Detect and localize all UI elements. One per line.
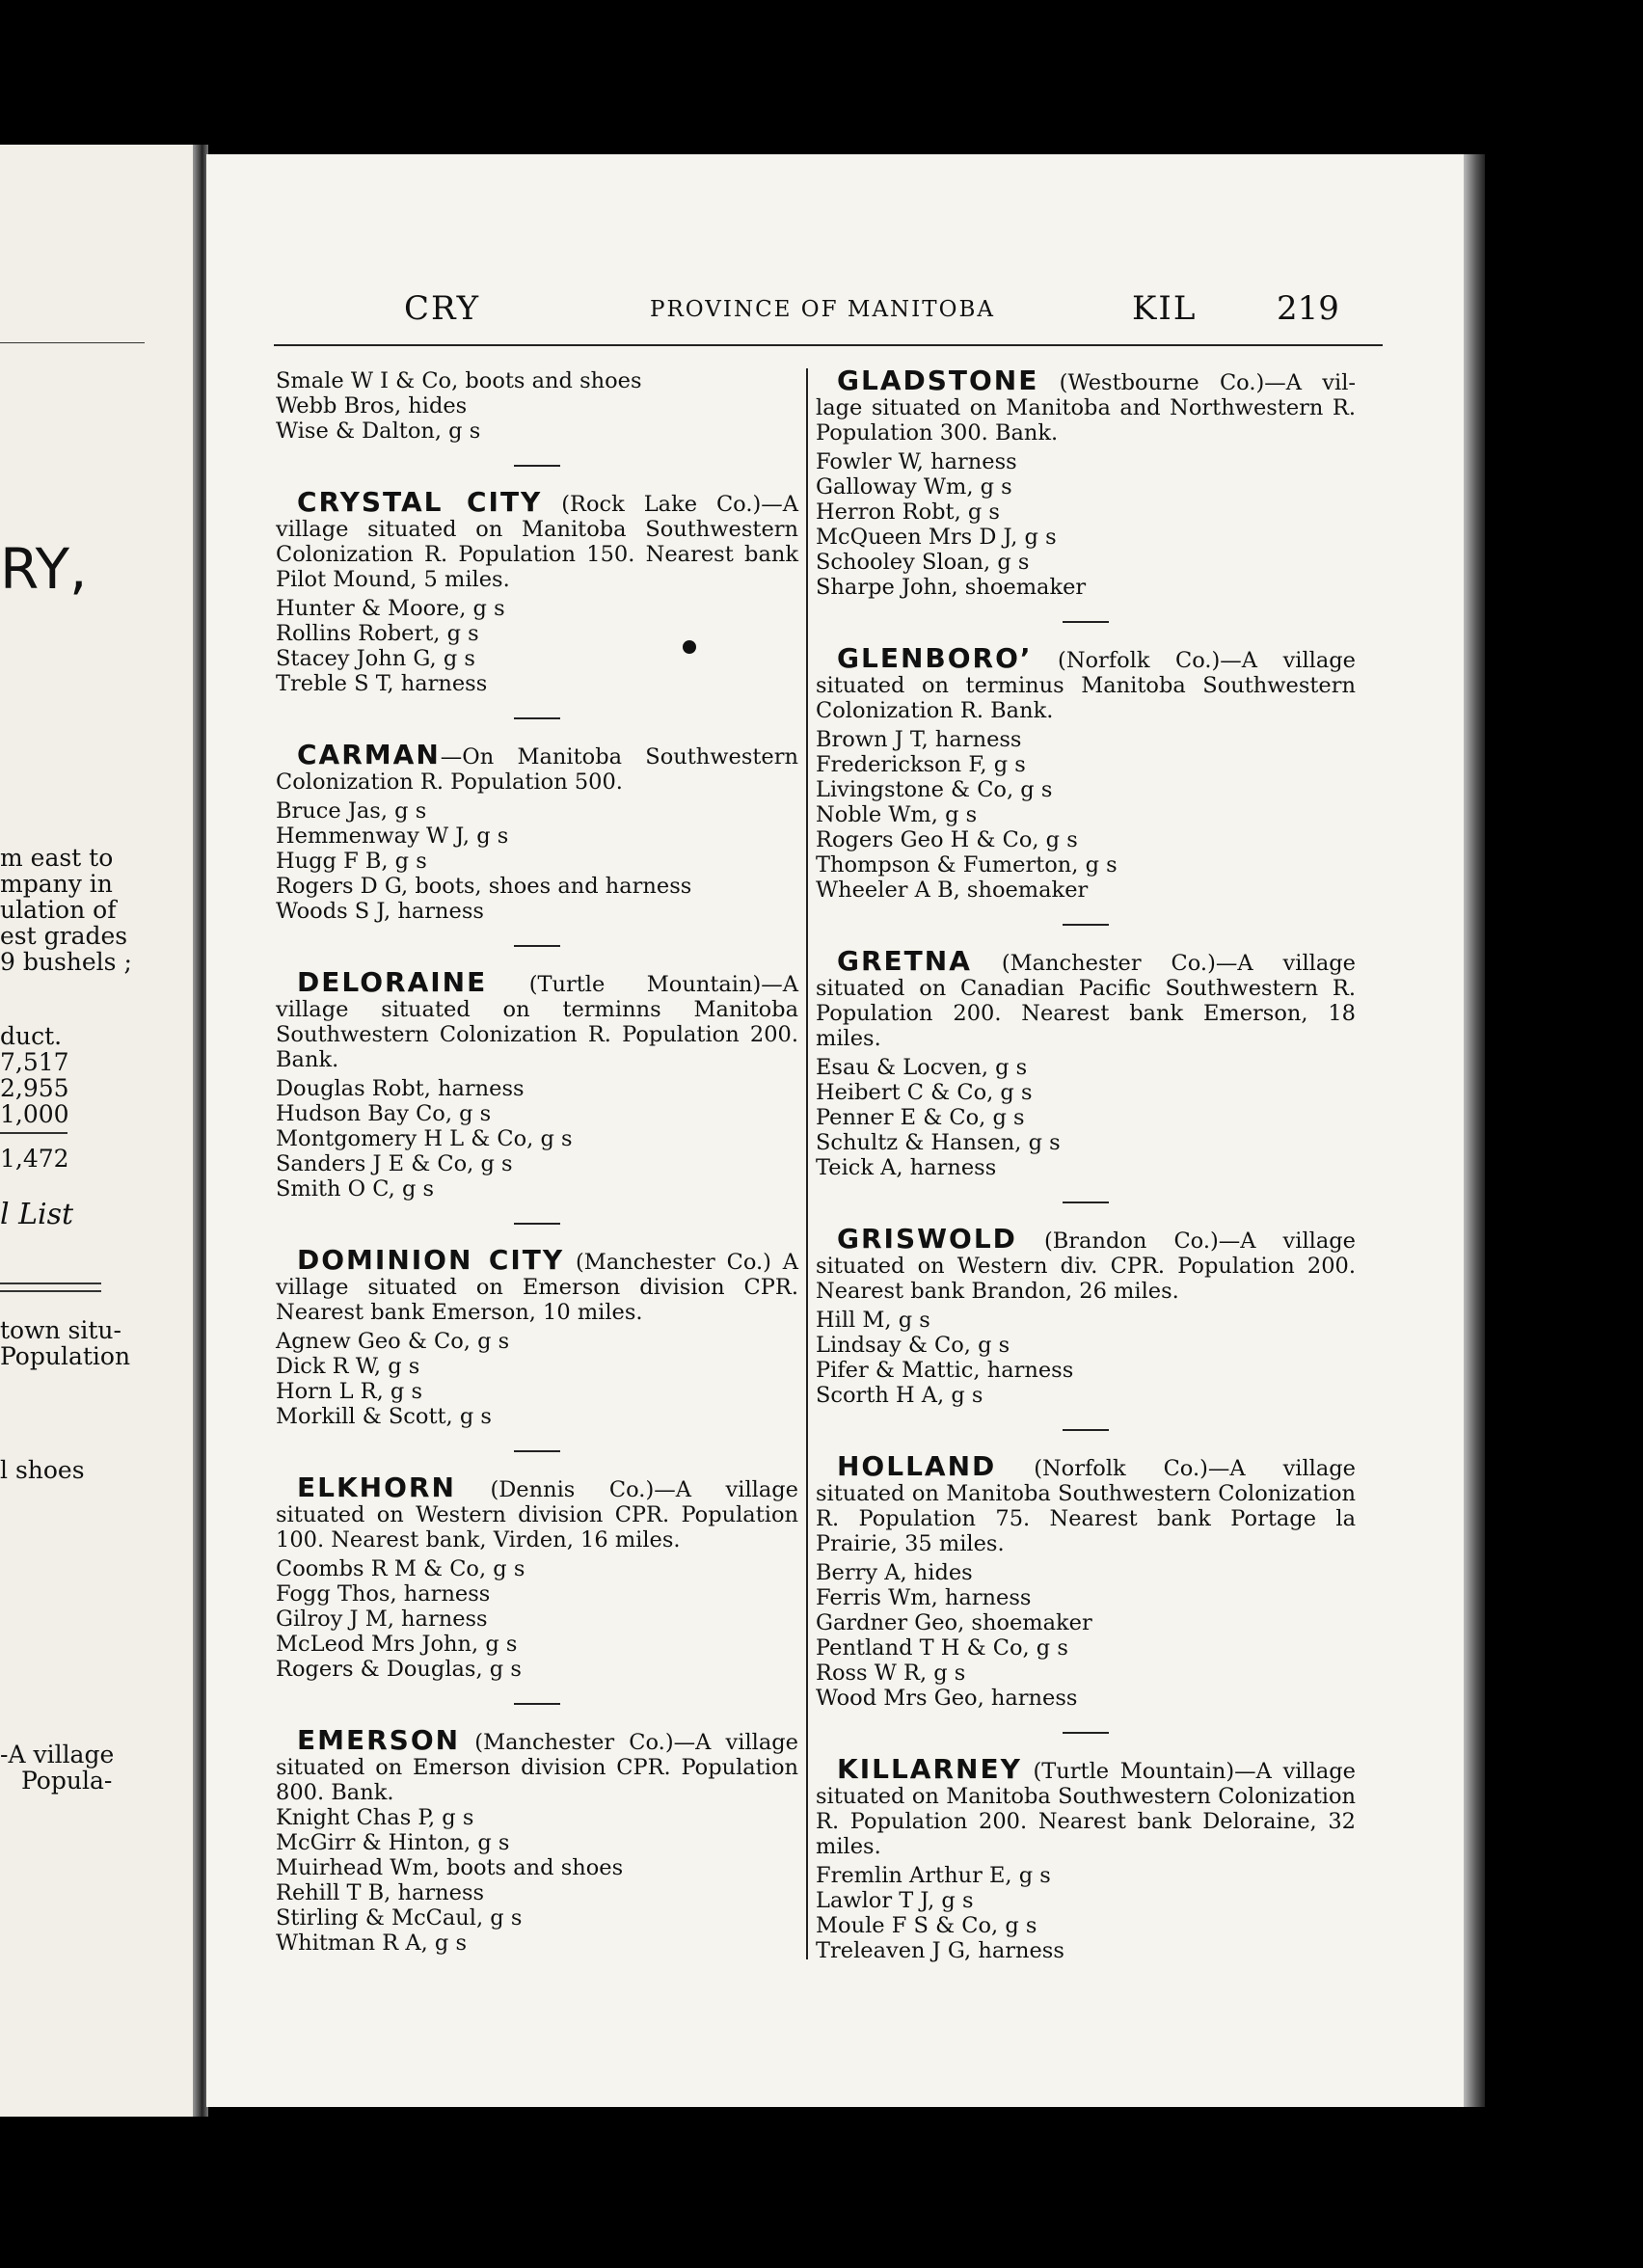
- town-description: lage situated on Manitoba and Northwestern R. Population 300. Bank.: [816, 395, 1356, 446]
- listing: Agnew Geo & Co, g s: [276, 1329, 510, 1354]
- town-lead: (Rock Lake Co.)—A: [542, 492, 799, 517]
- listing: Webb Bros, hides: [276, 393, 468, 418]
- entry-separator: [1063, 1429, 1109, 1431]
- listing: Schooley Sloan, g s: [816, 550, 1030, 575]
- town-name: GLADSTONE: [837, 364, 1039, 396]
- listing: Herron Robt, g s: [816, 500, 1000, 525]
- listing: Dick R W, g s: [276, 1354, 420, 1379]
- left-page-rule: [0, 1132, 67, 1134]
- left-page-fragment: ulation of: [0, 896, 117, 924]
- left-page-header-rule: [0, 342, 145, 343]
- listing: Wheeler A B, shoemaker: [816, 878, 1089, 903]
- left-facing-page: [0, 145, 202, 2117]
- listing: Horn L R, g s: [276, 1379, 423, 1404]
- listing: Treleaven J G, harness: [816, 1938, 1064, 1963]
- town-lead: (Brandon Co.)—A village: [1016, 1228, 1356, 1254]
- town-entry-emerson: [276, 1724, 798, 1956]
- town-name: DOMINION CITY: [297, 1244, 565, 1276]
- business-listings: [816, 1863, 1356, 1963]
- town-lead: (Norfolk Co.)—A village: [1032, 648, 1356, 673]
- listing: Sanders J E & Co, g s: [276, 1151, 513, 1176]
- left-page-rule: [0, 1282, 101, 1284]
- town-entry-gretna: [816, 945, 1356, 1180]
- listing: Gilroy J M, harness: [276, 1606, 488, 1632]
- business-listings: [276, 1556, 798, 1682]
- town-entry-crystal-city: [276, 486, 799, 696]
- listing: Thompson & Fumerton, g s: [816, 852, 1118, 878]
- entry-separator: [1063, 621, 1109, 623]
- listing: Sharpe John, shoemaker: [816, 575, 1087, 600]
- business-listings: [276, 596, 798, 696]
- listing: Rogers Geo H & Co, g s: [816, 827, 1078, 852]
- entry-separator: [514, 717, 560, 719]
- listing: Wise & Dalton, g s: [276, 418, 481, 444]
- listing: Montgomery H L & Co, g s: [276, 1126, 573, 1151]
- listing: Berry A, hides: [816, 1560, 973, 1585]
- town-lead: (Turtle Mountain)—A: [1021, 1759, 1272, 1784]
- town-name: ELKHORN: [297, 1472, 456, 1503]
- listing: Woods S J, harness: [276, 899, 484, 924]
- town-description: situated on Manitoba Southwestern Colonization R. Population 75. Nearest bank Portage la Prairie, 35 miles.: [816, 1481, 1356, 1556]
- listing: Moule F S & Co, g s: [816, 1913, 1037, 1938]
- listing: Pentland T H & Co, g s: [816, 1635, 1068, 1660]
- listing: Douglas Robt, harness: [276, 1076, 525, 1101]
- listing: Whitman R A, g s: [276, 1930, 467, 1956]
- town-lead: (Westbourne Co.)—A vil-: [1038, 370, 1356, 395]
- left-page-fragment: Popula-: [21, 1767, 113, 1795]
- town-name: GRETNA: [837, 945, 972, 977]
- left-page-fragment: duct.: [0, 1022, 63, 1050]
- left-page-fragment: Population: [0, 1342, 131, 1370]
- town-lead: (Dennis Co.)—A village: [455, 1477, 798, 1502]
- listing: Rollins Robert, g s: [276, 621, 479, 646]
- left-page-fragment: -A village: [0, 1741, 115, 1768]
- town-description: situated on Emerson division CPR. Population 800. Bank.: [276, 1755, 798, 1805]
- listing: Knight Chas P, g s: [276, 1805, 474, 1830]
- town-entry-holland: [816, 1450, 1356, 1711]
- listing: Hugg F B, g s: [276, 849, 427, 874]
- listing: Fogg Thos, harness: [276, 1581, 491, 1606]
- running-title: PROVINCE OF MANITOBA: [650, 297, 995, 322]
- listing: Penner E & Co, g s: [816, 1105, 1025, 1130]
- left-page-fragment: RY,: [0, 536, 88, 602]
- listing: Pifer & Mattic, harness: [816, 1358, 1074, 1383]
- business-listings: [816, 1308, 1356, 1408]
- listing: Lawlor T J, g s: [816, 1888, 974, 1913]
- directory-page: [206, 154, 1468, 2107]
- listing: Wood Mrs Geo, harness: [816, 1686, 1078, 1711]
- listing: Schultz & Hansen, g s: [816, 1130, 1061, 1155]
- listing: Ross W R, g s: [816, 1660, 966, 1686]
- listing: Heibert C & Co, g s: [816, 1080, 1033, 1105]
- listing: Smith O C, g s: [276, 1176, 435, 1202]
- town-lead: —On Manitoba Southwestern: [440, 744, 798, 770]
- entry-separator: [514, 945, 560, 947]
- listing: Stirling & McCaul, g s: [276, 1905, 523, 1930]
- town-entry-griswold: [816, 1223, 1356, 1408]
- business-listings: [276, 1329, 798, 1429]
- town-name: HOLLAND: [837, 1450, 997, 1482]
- listing: Rehill T B, harness: [276, 1880, 485, 1905]
- listing: Teick A, harness: [816, 1155, 997, 1180]
- town-name: GLENBORO’: [837, 642, 1033, 674]
- carryover-listings: [276, 368, 798, 444]
- town-description: situated on Western division CPR. Population 100. Nearest bank, Virden, 16 miles.: [276, 1502, 798, 1552]
- business-listings: [276, 1805, 798, 1956]
- business-listings: [816, 1560, 1356, 1711]
- town-entry-gladstone: [816, 364, 1356, 600]
- listing: Scorth H A, g s: [816, 1383, 983, 1408]
- town-entry-killarney: [816, 1753, 1356, 1963]
- town-lead: (Manchester Co.)—A village: [460, 1730, 798, 1755]
- town-lead: (Norfolk Co.)—A village: [996, 1456, 1356, 1481]
- town-description: A village situated on Emerson division CPR. Nearest bank Emerson, 10 miles.: [276, 1250, 798, 1325]
- listing: Muirhead Wm, boots and shoes: [276, 1855, 624, 1880]
- town-name: CRYSTAL CITY: [297, 486, 543, 518]
- town-description: village situated on terminns Manitoba Southwestern Colonization R. Population 200. Bank.: [276, 997, 798, 1072]
- listing: Rogers & Douglas, g s: [276, 1657, 522, 1682]
- listing: Ferris Wm, harness: [816, 1585, 1032, 1610]
- guide-word-left: CRY: [404, 289, 481, 328]
- listing: Treble S T, harness: [276, 671, 488, 696]
- town-description: situated on terminus Manitoba Southwestern Colonization R. Bank.: [816, 673, 1356, 723]
- header-rule: [274, 344, 1383, 346]
- town-description: Colonization R. Population 500.: [276, 770, 623, 795]
- listing: Rogers D G, boots, shoes and harness: [276, 874, 692, 899]
- business-listings: [816, 1055, 1356, 1180]
- page-edge: [1464, 154, 1485, 2107]
- town-description: village situated on Manitoba Southwestern Colonization R. Population 200. Nearest bank Deloraine, 32 miles.: [816, 1759, 1356, 1859]
- entry-separator: [1063, 1732, 1109, 1734]
- listing: McGirr & Hinton, g s: [276, 1830, 510, 1855]
- listing: McQueen Mrs D J, g s: [816, 525, 1057, 550]
- town-name: GRISWOLD: [837, 1223, 1017, 1255]
- town-name: EMERSON: [297, 1724, 461, 1756]
- town-name: CARMAN: [297, 739, 441, 770]
- listing: Lindsay & Co, g s: [816, 1333, 1010, 1358]
- listing: Frederickson F, g s: [816, 752, 1026, 777]
- entry-separator: [1063, 924, 1109, 926]
- listing: Fowler W, harness: [816, 449, 1017, 474]
- listing: Stacey John G, g s: [276, 646, 475, 671]
- town-entry-deloraine: [276, 966, 798, 1202]
- town-description: village situated on Manitoba Southwestern Colonization R. Population 150. Nearest bank Pilot Mound, 5 miles.: [276, 517, 798, 592]
- listing: Bruce Jas, g s: [276, 798, 427, 824]
- listing: Hill M, g s: [816, 1308, 930, 1333]
- town-entry-glenboro: [816, 642, 1356, 903]
- left-column: [276, 368, 798, 1956]
- listing: Galloway Wm, g s: [816, 474, 1012, 500]
- left-page-fragment: m east to: [0, 844, 114, 872]
- business-listings: [816, 449, 1356, 600]
- entry-separator: [514, 1223, 560, 1225]
- listing: McLeod Mrs John, g s: [276, 1632, 518, 1657]
- listing: Hunter & Moore, g s: [276, 596, 505, 621]
- page-number: 219: [1277, 289, 1339, 328]
- listing: Hudson Bay Co, g s: [276, 1101, 492, 1126]
- guide-word-right: KIL: [1132, 289, 1198, 328]
- town-entry-carman: [276, 739, 798, 924]
- left-page-rule: [0, 1290, 101, 1292]
- left-page-fragment: 2,955: [0, 1074, 69, 1102]
- listing: Brown J T, harness: [816, 727, 1022, 752]
- listing: Hemmenway W J, g s: [276, 824, 509, 849]
- listing: Fremlin Arthur E, g s: [816, 1863, 1051, 1888]
- town-description: situated on Canadian Pacific Southwestern R. Population 200. Nearest bank Emerson, 18 miles.: [816, 976, 1356, 1051]
- entry-separator: [514, 1703, 560, 1705]
- business-listings: [276, 798, 798, 924]
- right-column: [816, 364, 1356, 1963]
- town-entry-dominion-city: [276, 1244, 798, 1429]
- column-divider: [806, 368, 808, 1959]
- town-lead: (Turtle Mountain)—A: [487, 972, 798, 997]
- listing: Smale W I & Co, boots and shoes: [276, 368, 642, 393]
- left-page-fragment: 1,472: [0, 1145, 69, 1173]
- business-listings: [816, 727, 1356, 903]
- town-lead: (Manchester Co.): [564, 1250, 771, 1275]
- left-page-fragment: l shoes: [0, 1456, 85, 1484]
- page-header: [206, 289, 1468, 347]
- left-page-fragment: 9 bushels ;: [0, 948, 132, 976]
- listing: Coombs R M & Co, g s: [276, 1556, 525, 1581]
- listing: Morkill & Scott, g s: [276, 1404, 492, 1429]
- left-page-fragment: town situ-: [0, 1316, 121, 1344]
- left-page-fragment: 7,517: [0, 1048, 69, 1076]
- business-listings: [276, 1076, 798, 1202]
- town-lead: (Manchester Co.)—A village: [971, 951, 1356, 976]
- town-entry-elkhorn: [276, 1472, 798, 1682]
- town-name: KILLARNEY: [837, 1753, 1022, 1785]
- left-page-fragment: l List: [0, 1198, 74, 1231]
- entry-separator: [514, 1450, 560, 1452]
- left-page-fragment: mpany in: [0, 870, 113, 898]
- listing: Gardner Geo, shoemaker: [816, 1610, 1092, 1635]
- left-page-fragment: 1,000: [0, 1100, 69, 1128]
- listing: Esau & Locven, g s: [816, 1055, 1028, 1080]
- entry-separator: [1063, 1202, 1109, 1203]
- left-page-fragment: est grades: [0, 922, 128, 950]
- entry-separator: [514, 465, 560, 467]
- listing: Livingstone & Co, g s: [816, 777, 1053, 802]
- town-name: DELORAINE: [297, 966, 488, 998]
- listing: Noble Wm, g s: [816, 802, 978, 827]
- town-description: situated on Western div. CPR. Population 200. Nearest bank Brandon, 26 miles.: [816, 1254, 1356, 1304]
